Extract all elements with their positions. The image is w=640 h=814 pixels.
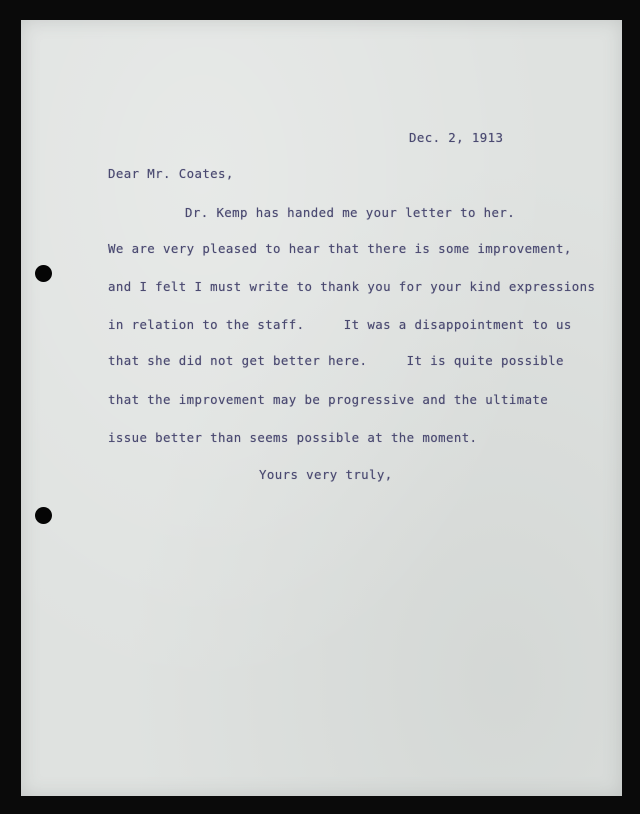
body-line-1: Dr. Kemp has handed me your letter to her.: [185, 205, 516, 220]
letter-date: Dec. 2, 1913: [409, 130, 504, 145]
letter-salutation: Dear Mr. Coates,: [108, 166, 234, 181]
body-line-4: in relation to the staff. It was a disappointment to us: [108, 317, 572, 332]
letter-closing: Yours very truly,: [259, 467, 393, 482]
body-line-6: that the improvement may be progressive and the ultimate: [108, 392, 549, 407]
body-line-7: issue better than seems possible at the moment.: [108, 430, 478, 445]
body-line-2: We are very pleased to hear that there is some improvement,: [108, 241, 572, 256]
body-line-5: that she did not get better here. It is quite possible: [108, 353, 564, 368]
punch-hole-bottom: [35, 507, 52, 524]
punch-hole-top: [35, 265, 52, 282]
letter-page: [21, 20, 622, 796]
body-line-3: and I felt I must write to thank you for your kind expressions: [108, 279, 596, 294]
